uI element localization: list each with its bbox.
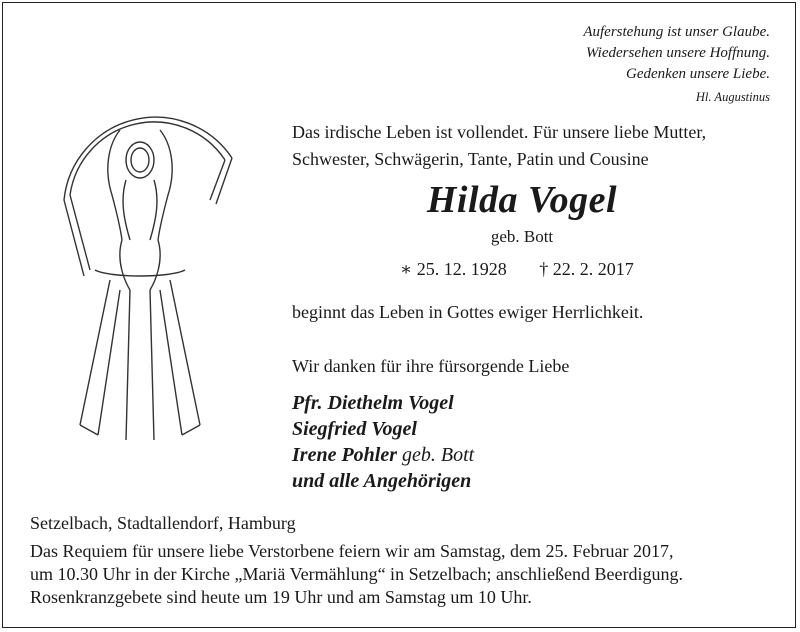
family-member-name: Irene Pohler bbox=[292, 444, 397, 466]
family-member-note: geb. Bott bbox=[397, 444, 475, 466]
family-list bbox=[292, 390, 474, 494]
quote-block bbox=[583, 22, 770, 108]
risen-christ-icon bbox=[50, 100, 240, 450]
requiem-line: Das Requiem für unsere liebe Verstorbene feiern wir am Samstag, dem 25. Februar 2017, bbox=[30, 541, 674, 561]
intro-text bbox=[292, 119, 782, 173]
deceased-name: Hilda Vogel bbox=[426, 179, 618, 221]
intro-line: Das irdische Leben ist vollendet. Für unsere liebe Mutter, bbox=[292, 122, 707, 142]
quote-author: Hl. Augustinus bbox=[695, 90, 770, 104]
requiem-text bbox=[30, 540, 780, 609]
family-member: und alle Angehörigen bbox=[292, 470, 472, 492]
requiem-line: Rosenkranzgebete sind heute um 19 Uhr und am Samstag um 10 Uhr. bbox=[30, 587, 532, 607]
quote-line: Auferstehung ist unser Glaube. bbox=[583, 24, 770, 40]
thanks-text: Wir danken für ihre fürsorgende Liebe bbox=[292, 356, 570, 376]
maiden-name: geb. Bott bbox=[490, 227, 554, 246]
quote-line: Gedenken unsere Liebe. bbox=[626, 66, 770, 82]
intro-line: Schwester, Schwägerin, Tante, Patin und Cousine bbox=[292, 149, 649, 169]
death-date: † 22. 2. 2017 bbox=[539, 259, 634, 279]
location-text: Setzelbach, Stadtallendorf, Hamburg bbox=[30, 513, 296, 533]
quote-line: Wiedersehen unsere Hoffnung. bbox=[586, 45, 770, 61]
birth-date: ∗ 25. 12. 1928 bbox=[400, 259, 507, 279]
eternal-text: beginnt das Leben in Gottes ewiger Herrlichkeit. bbox=[292, 302, 644, 322]
life-dates bbox=[400, 259, 662, 280]
requiem-line: um 10.30 Uhr in der Kirche „Mariä Vermählung“ in Setzelbach; anschließend Beerdigung. bbox=[30, 564, 683, 584]
family-member: Siegfried Vogel bbox=[292, 418, 417, 440]
family-member bbox=[292, 442, 474, 468]
family-member: Pfr. Diethelm Vogel bbox=[292, 392, 454, 414]
